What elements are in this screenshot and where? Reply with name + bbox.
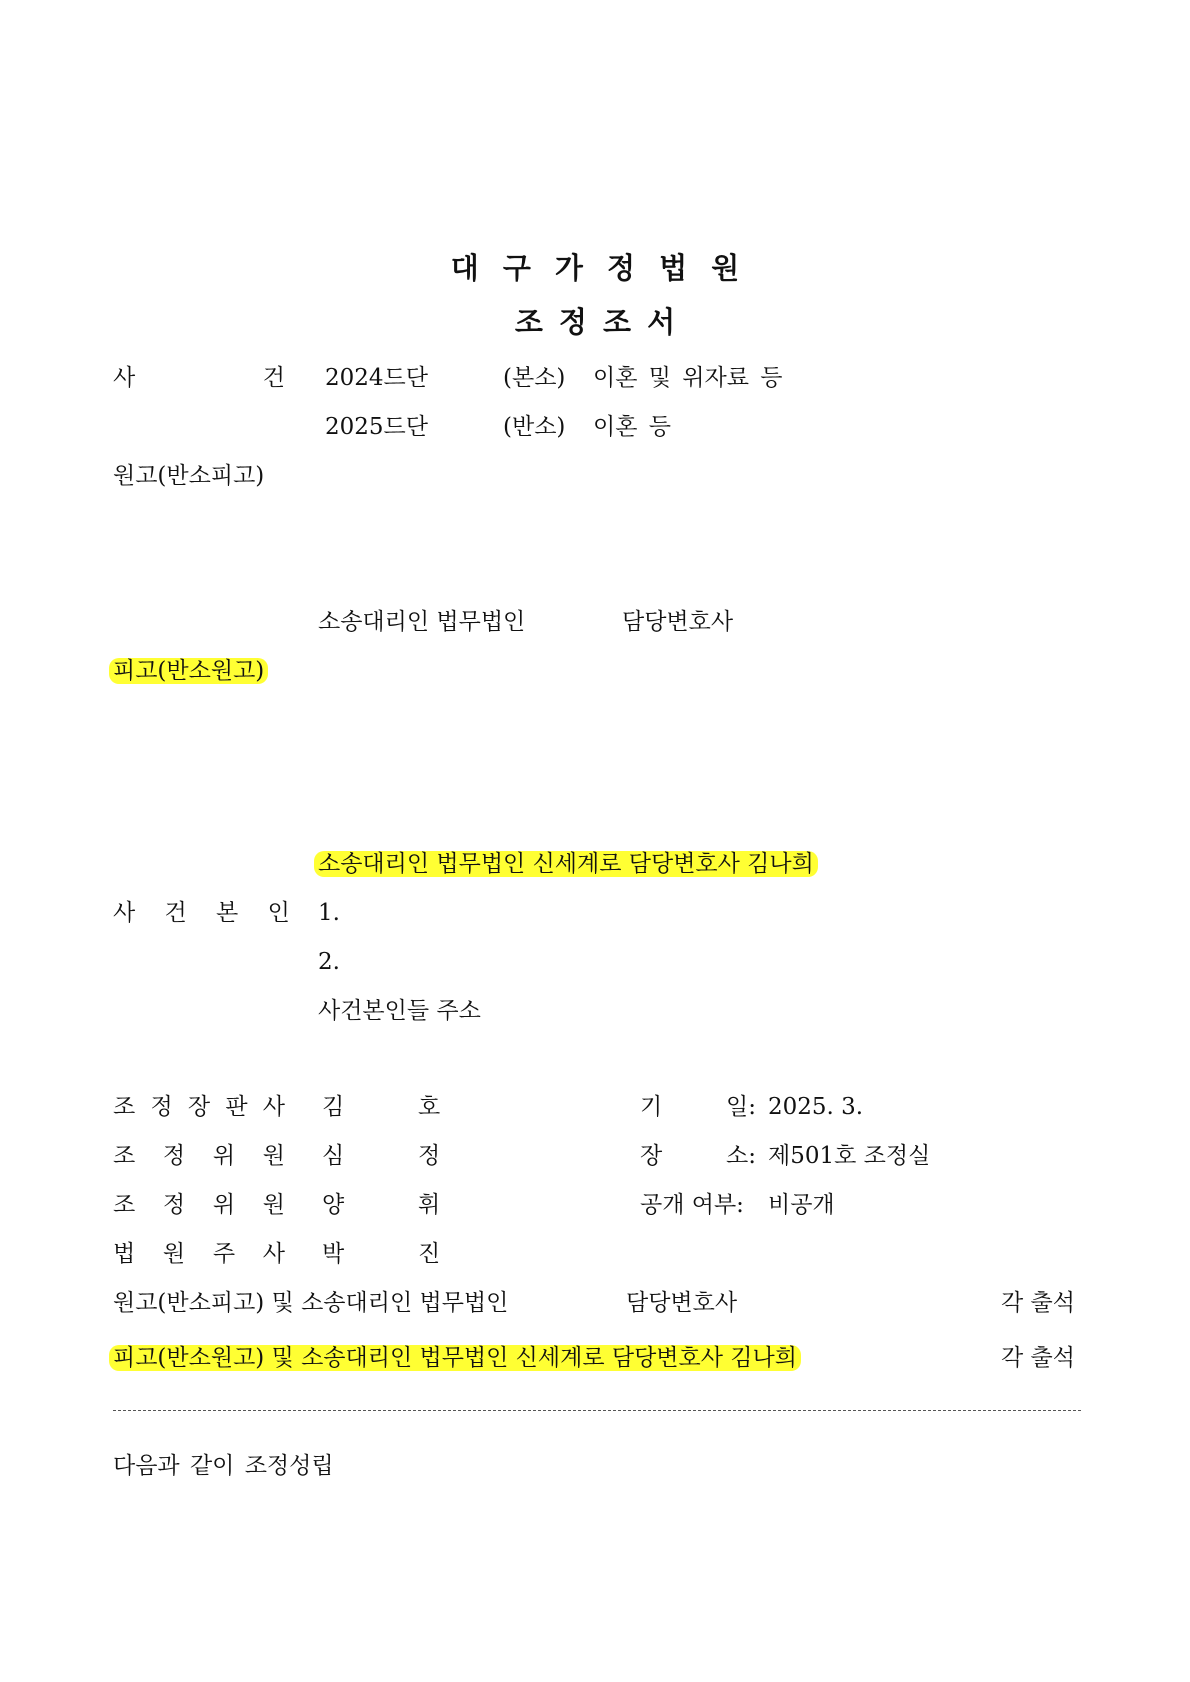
attendance-status-1: 각 출석	[1001, 1290, 1075, 1316]
panel-name2-4: 진	[418, 1241, 441, 1267]
plaintiff-lawyer: 담당변호사	[622, 609, 734, 635]
case-number-2: 2025드단	[325, 414, 428, 440]
attendance-plaintiff-b: 담당변호사	[626, 1290, 738, 1316]
defendant-label-highlight: 피고(반소원고)	[109, 658, 268, 684]
case-kind-2: (반소)	[503, 414, 566, 440]
panel-name1-1: 김	[322, 1094, 345, 1120]
case-label-a: 사	[113, 365, 136, 391]
session-place-label-a: 장	[640, 1143, 663, 1169]
panel-role-2: 조 정 위 원	[113, 1143, 285, 1169]
plaintiff-label: 원고(반소피고)	[113, 463, 265, 489]
case-label-b: 건	[262, 365, 285, 391]
panel-role-3: 조 정 위 원	[113, 1192, 285, 1218]
case-kind-1: (본소)	[503, 365, 566, 391]
result-text: 다음과 같이 조정성립	[113, 1453, 334, 1479]
case-label	[113, 362, 285, 394]
case-title-2: 이혼 등	[593, 414, 671, 440]
attendance-defendant-highlight: 피고(반소원고) 및 소송대리인 법무법인 신세계로 담당변호사 김나희	[109, 1345, 801, 1371]
session-date-value: 2025. 3.	[768, 1094, 864, 1120]
attendance-status-2: 각 출석	[1001, 1345, 1075, 1371]
session-place-value: 제501호 조정실	[768, 1143, 931, 1169]
plaintiff-counsel: 소송대리인 법무법인	[318, 609, 526, 635]
session-date-label-b: 일:	[726, 1094, 756, 1120]
session-date-label-a: 기	[640, 1094, 663, 1120]
panel-name1-4: 박	[322, 1241, 345, 1267]
person-item-1: 1.	[318, 900, 340, 926]
panel-role-4: 법 원 주 사	[113, 1241, 285, 1267]
case-number-1: 2024드단	[325, 365, 428, 391]
persons-label-text: 사 건 본 인	[113, 900, 290, 926]
attendance-plaintiff-a: 원고(반소피고) 및 소송대리인 법무법인	[113, 1290, 509, 1316]
panel-name2-3: 휘	[418, 1192, 441, 1218]
persons-address: 사건본인들 주소	[318, 998, 481, 1024]
defendant-label	[113, 655, 268, 687]
session-public-value: 비공개	[768, 1192, 835, 1218]
defendant-counsel-highlight: 소송대리인 법무법인 신세계로 담당변호사 김나희	[314, 851, 818, 877]
court-name: 대 구 가 정 법 원	[450, 251, 740, 285]
session-place-label-b: 소:	[726, 1143, 756, 1169]
panel-name2-1: 호	[418, 1094, 441, 1120]
defendant-counsel	[318, 848, 818, 880]
persons-label	[113, 897, 290, 929]
panel-role-1: 조 정 장 판 사	[113, 1094, 285, 1120]
divider-dashed-line	[113, 1410, 1081, 1411]
session-public-label: 공개 여부:	[640, 1192, 744, 1218]
panel-name1-2: 심	[322, 1143, 345, 1169]
panel-name2-2: 정	[418, 1143, 441, 1169]
person-item-2: 2.	[318, 949, 340, 975]
attendance-defendant	[113, 1342, 801, 1374]
case-title-1: 이혼 및 위자료 등	[593, 365, 783, 391]
panel-name1-3: 양	[322, 1192, 345, 1218]
document-title: 조 정 조 서	[514, 305, 676, 339]
